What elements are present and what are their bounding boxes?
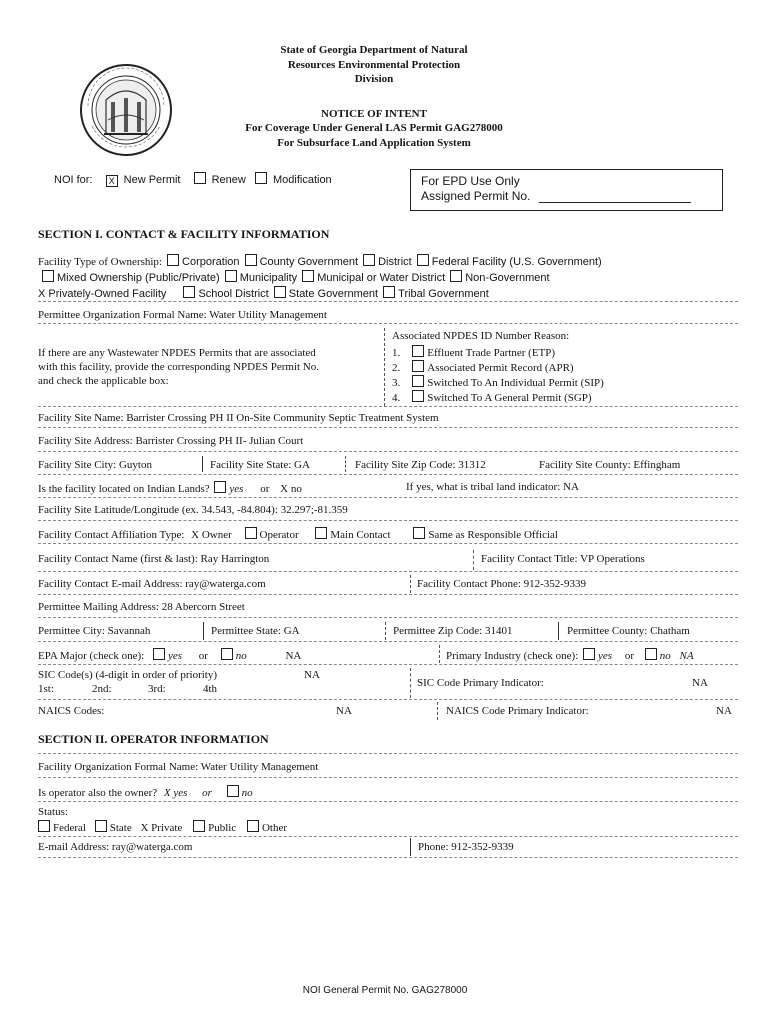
modification-checkbox[interactable] xyxy=(255,172,267,184)
sic-codes-na: NA xyxy=(304,669,320,681)
operator-owner-yes: X yes xyxy=(163,787,188,799)
affiliation-label: Facility Contact Affiliation Type: xyxy=(38,529,185,541)
epd-use-label: For EPD Use Only xyxy=(421,174,520,188)
contact-email-field[interactable]: Facility Contact E-mail Address: ray@waterga.com xyxy=(38,578,266,590)
sic-primary-indicator-label: SIC Code Primary Indicator: xyxy=(417,677,544,689)
site-city-field[interactable]: Facility Site City: Guyton xyxy=(38,459,152,471)
federal-facility-label: Federal Facility (U.S. Government) xyxy=(431,256,602,268)
contact-phone-field[interactable]: Facility Contact Phone: 912-352-9339 xyxy=(417,578,586,590)
epa-major-row xyxy=(38,648,301,662)
epd-use-box xyxy=(410,169,723,211)
county-gov-label: County Government xyxy=(259,256,359,268)
state-seal xyxy=(78,62,174,158)
primary-no-checkbox[interactable] xyxy=(645,648,657,660)
school-district-label: School District xyxy=(198,288,269,300)
ownership-row-3 xyxy=(38,286,489,300)
assigned-permit-input[interactable] xyxy=(539,202,691,203)
indian-yes-checkbox[interactable] xyxy=(214,481,226,493)
assigned-permit-label: Assigned Permit No. xyxy=(421,189,531,203)
operator-owner-row xyxy=(38,785,253,799)
indian-yes-label: yes xyxy=(229,483,244,495)
tribal-gov-label: Tribal Government xyxy=(398,288,489,300)
state-gov-label: State Government xyxy=(288,288,379,300)
sic-codes-label: SIC Code(s) (4-digit in order of priority) xyxy=(38,669,218,681)
status-state-checkbox[interactable] xyxy=(95,820,107,832)
site-state-field[interactable]: Facility Site State: GA xyxy=(210,459,310,471)
lat-long-field[interactable]: Facility Site Latitude/Longitude (ex. 34.543, -84.804): 32.297;-81.359 xyxy=(38,504,348,516)
primary-no-label: no xyxy=(659,650,671,662)
operator-owner-question: Is operator also the owner? xyxy=(38,787,158,799)
renew-checkbox[interactable] xyxy=(194,172,206,184)
apr-checkbox[interactable] xyxy=(412,360,424,372)
primary-industry-label: Primary Industry (check one): xyxy=(446,650,579,662)
epa-no-label: no xyxy=(235,650,247,662)
etp-label: Effluent Trade Partner (ETP) xyxy=(427,347,556,359)
notice-title: NOTICE OF INTENT xyxy=(321,108,427,120)
federal-facility-checkbox[interactable] xyxy=(417,254,429,266)
epa-yes-checkbox[interactable] xyxy=(153,648,165,660)
affil-operator-checkbox[interactable] xyxy=(245,527,257,539)
municipal-water-checkbox[interactable] xyxy=(302,270,314,282)
epa-or-label: or xyxy=(198,650,208,662)
non-government-checkbox[interactable] xyxy=(450,270,462,282)
status-public-checkbox[interactable] xyxy=(193,820,205,832)
epa-yes-label: yes xyxy=(167,650,183,662)
tribal-gov-checkbox[interactable] xyxy=(383,286,395,298)
sic-code-4[interactable]: 4th xyxy=(203,683,218,695)
npdes-reason-3 xyxy=(392,375,604,389)
modification-label: Modification xyxy=(272,174,332,186)
municipal-water-label: Municipal or Water District xyxy=(317,272,446,284)
ownership-label: Facility Type of Ownership: xyxy=(38,256,162,268)
notice-subtitle-2: For Subsurface Land Application System xyxy=(277,137,471,149)
status-row xyxy=(38,820,287,834)
sgp-checkbox[interactable] xyxy=(412,390,424,402)
npdes-reason-1 xyxy=(392,345,555,359)
primary-yes-label: yes xyxy=(598,650,613,662)
municipality-checkbox[interactable] xyxy=(225,270,237,282)
contact-name-field[interactable]: Facility Contact Name (first & last): Ray Harrington xyxy=(38,553,270,565)
npdes-reason-2 xyxy=(392,360,574,374)
district-checkbox[interactable] xyxy=(363,254,375,266)
npdes-reason-2-num: 2. xyxy=(392,362,401,374)
sic-primary-indicator-value[interactable]: NA xyxy=(692,677,708,689)
naics-codes-value[interactable]: NA xyxy=(336,705,352,717)
indian-or-label: or xyxy=(260,483,270,495)
permittee-city-field[interactable]: Permittee City: Savannah xyxy=(38,625,151,637)
permittee-state-field[interactable]: Permittee State: GA xyxy=(211,625,300,637)
mixed-ownership-label: Mixed Ownership (Public/Private) xyxy=(57,272,220,284)
permittee-county-field[interactable]: Permittee County: Chatham xyxy=(567,625,690,637)
affil-operator-label: Operator xyxy=(259,529,299,541)
status-other-label: Other xyxy=(261,822,288,834)
header-line-2: Resources Environmental Protection xyxy=(287,59,461,71)
ownership-row-1 xyxy=(38,254,602,268)
status-other-checkbox[interactable] xyxy=(247,820,259,832)
epa-no-checkbox[interactable] xyxy=(221,648,233,660)
seal-icon xyxy=(78,62,174,158)
primary-or-label: or xyxy=(624,650,634,662)
county-gov-checkbox[interactable] xyxy=(245,254,257,266)
site-county-field[interactable]: Facility Site County: Effingham xyxy=(539,459,681,471)
operator-owner-no-label: no xyxy=(241,787,253,799)
primary-yes-checkbox[interactable] xyxy=(583,648,595,660)
epa-major-label: EPA Major (check one): xyxy=(38,650,145,662)
operator-owner-or: or xyxy=(202,787,212,799)
corporation-checkbox[interactable] xyxy=(167,254,179,266)
naics-primary-indicator-label: NAICS Code Primary Indicator: xyxy=(446,705,589,717)
corporation-label: Corporation xyxy=(182,256,240,268)
operator-owner-no-checkbox[interactable] xyxy=(227,785,239,797)
npdes-instructions-1: If there are any Wastewater NPDES Permits that are associated xyxy=(38,347,316,359)
npdes-reason-4-num: 4. xyxy=(392,392,401,404)
indian-no-label: X no xyxy=(280,483,302,495)
operator-org-name-field[interactable]: Facility Organization Formal Name: Water Utility Management xyxy=(38,761,319,773)
status-federal-label: Federal xyxy=(53,822,86,834)
notice-subtitle: For Coverage Under General LAS Permit GAG278000 xyxy=(245,122,503,134)
site-zip-field[interactable]: Facility Site Zip Code: 31312 xyxy=(355,459,486,471)
school-district-checkbox[interactable] xyxy=(183,286,195,298)
sic-code-2[interactable]: 2nd: xyxy=(92,683,112,695)
npdes-reason-label: Associated NPDES ID Number Reason: xyxy=(392,330,570,342)
status-private-label: X Private xyxy=(140,822,183,834)
contact-affiliation-row xyxy=(38,527,558,541)
sip-label: Switched To An Individual Permit (SIP) xyxy=(427,377,604,389)
status-public-label: Public xyxy=(208,822,237,834)
affil-main-checkbox[interactable] xyxy=(315,527,327,539)
npdes-reason-4 xyxy=(392,390,592,404)
private-owned-label: X Privately-Owned Facility xyxy=(38,288,167,300)
epa-na-label: NA xyxy=(285,650,302,662)
section-1-heading: SECTION I. CONTACT & FACILITY INFORMATION xyxy=(38,227,330,241)
npdes-reason-3-num: 3. xyxy=(392,377,401,389)
contact-title-field[interactable]: Facility Contact Title: VP Operations xyxy=(481,553,645,565)
sgp-label: Switched To A General Permit (SGP) xyxy=(427,392,592,404)
indian-lands-question: Is the facility located on Indian Lands? xyxy=(38,483,210,495)
permittee-zip-field[interactable]: Permittee Zip Code: 31401 xyxy=(393,625,513,637)
permittee-name-field[interactable]: Permittee Organization Formal Name: Water Utility Management xyxy=(38,309,327,321)
header-line-1: State of Georgia Department of Natural xyxy=(280,44,468,56)
npdes-reason-1-num: 1. xyxy=(392,347,401,359)
non-government-label: Non-Government xyxy=(465,272,550,284)
naics-primary-indicator-value[interactable]: NA xyxy=(716,705,732,717)
mailing-address-field[interactable]: Permittee Mailing Address: 28 Abercorn Street xyxy=(38,601,245,613)
site-name-field[interactable]: Facility Site Name: Barrister Crossing PH II On-Site Community Septic Treatment System xyxy=(38,412,439,424)
page-footer: NOI General Permit No. GAG278000 xyxy=(302,985,468,996)
primary-industry-row xyxy=(446,648,694,662)
sic-code-1[interactable]: 1st: xyxy=(38,683,54,695)
noi-type-row xyxy=(54,172,332,187)
new-permit-checkbox[interactable]: X xyxy=(106,175,118,187)
header-line-3: Division xyxy=(354,73,394,85)
noi-label: NOI for: xyxy=(54,174,93,186)
district-label: District xyxy=(378,256,412,268)
state-gov-checkbox[interactable] xyxy=(274,286,286,298)
apr-label: Associated Permit Record (APR) xyxy=(427,362,574,374)
sip-checkbox[interactable] xyxy=(412,375,424,387)
site-address-field[interactable]: Facility Site Address: Barrister Crossing PH II- Julian Court xyxy=(38,435,304,447)
primary-na-label: NA xyxy=(679,650,694,662)
status-state-label: State xyxy=(109,822,132,834)
npdes-instructions-3: and check the applicable box: xyxy=(38,375,169,387)
affil-same-checkbox[interactable] xyxy=(413,527,425,539)
operator-email-field[interactable]: E-mail Address: ray@waterga.com xyxy=(38,841,193,853)
status-federal-checkbox[interactable] xyxy=(38,820,50,832)
npdes-instructions-2: with this facility, provide the corresponding NPDES Permit No. xyxy=(38,361,319,373)
operator-phone-field[interactable]: Phone: 912-352-9339 xyxy=(418,841,514,853)
mixed-ownership-checkbox[interactable] xyxy=(42,270,54,282)
affil-main-label: Main Contact xyxy=(330,529,391,541)
tribal-indicator-field[interactable]: If yes, what is tribal land indicator: NA xyxy=(406,481,579,493)
naics-codes-label: NAICS Codes: xyxy=(38,705,105,717)
sic-code-3[interactable]: 3rd: xyxy=(148,683,166,695)
affil-same-label: Same as Responsible Official xyxy=(428,529,558,541)
status-label: Status: xyxy=(38,806,68,818)
section-2-heading: SECTION II. OPERATOR INFORMATION xyxy=(38,732,269,746)
municipality-label: Municipality xyxy=(239,272,298,284)
new-permit-label: New Permit xyxy=(123,174,181,186)
affil-owner-label: X Owner xyxy=(191,529,232,541)
etp-checkbox[interactable] xyxy=(412,345,424,357)
indian-lands-row xyxy=(38,481,302,495)
ownership-row-2 xyxy=(40,270,550,284)
renew-label: Renew xyxy=(211,174,246,186)
